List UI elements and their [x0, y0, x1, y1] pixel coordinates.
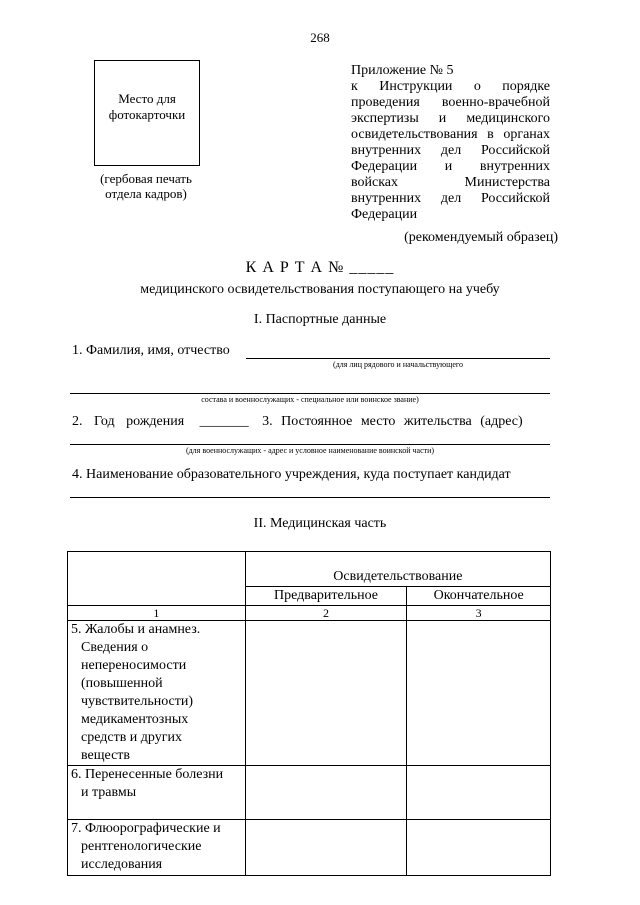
field-birth-row — [72, 414, 550, 430]
table-row-diseases-final — [407, 766, 551, 820]
row-label-line: (повышенной — [81, 676, 163, 691]
row-label-line: медикаментозных — [81, 712, 189, 727]
row-label-line: чувствительности) — [81, 694, 194, 709]
field-address-label: 3. Постоянное место жительства (адрес) — [262, 414, 523, 429]
row-label-line: непереносимости — [81, 658, 187, 673]
appendix-line: к Инструкции о порядке — [351, 79, 550, 94]
card-title: К А Р Т А № _____ — [245, 259, 395, 276]
appendix-line: войсках Министерства — [351, 175, 550, 190]
medical-table — [67, 551, 551, 876]
photo-placeholder — [94, 60, 200, 166]
photo-label-line1: Место для — [118, 91, 176, 106]
stamp-line1: (гербовая печать — [100, 171, 192, 186]
row-label-line: исследования — [81, 857, 163, 872]
field-fullname-note1: (для лиц рядового и начальствующего — [333, 360, 463, 369]
field-birth-blank: _______ — [199, 414, 249, 429]
table-group-header: Освидетельствование — [245, 552, 550, 587]
table-row-complaints-prelim — [245, 621, 407, 766]
sample-note: (рекомендуемый образец) — [404, 230, 558, 245]
table-row-diseases-prelim — [245, 766, 407, 820]
table-row-complaints-final — [407, 621, 551, 766]
section2-heading: II. Медицинская часть — [253, 516, 387, 531]
page-number: 268 — [310, 30, 330, 45]
appendix-line: внутренних дел Российской — [351, 191, 550, 206]
table-colnum-2: 2 — [245, 606, 407, 621]
field-fullname-note2: состава и военнослужащих - специальное или воинское звание) — [201, 395, 419, 404]
row-label-line: Сведения о — [81, 640, 149, 655]
stamp-note — [88, 171, 204, 201]
table-colnum-3: 3 — [407, 606, 551, 621]
row-label-line: 7. Флюорографические и — [71, 821, 221, 836]
table-row-xray-label — [68, 820, 246, 876]
appendix-block — [351, 63, 550, 223]
table-row-xray-prelim — [245, 820, 407, 876]
row-label-line: 5. Жалобы и анамнез. — [71, 622, 201, 637]
field-birth-label: 2. Год рождения — [72, 414, 185, 429]
field-address-note: (для военнослужащих - адрес и условное наименование воинской части) — [185, 446, 435, 455]
row-label-line: веществ — [81, 748, 131, 763]
field-fullname-label: 1. Фамилия, имя, отчество — [72, 343, 230, 358]
table-row-xray-final — [407, 820, 551, 876]
field-institution-line — [70, 497, 550, 498]
appendix-line: проведения военно-врачебной — [351, 95, 550, 110]
row-label-line: и травмы — [81, 785, 137, 800]
appendix-text — [351, 79, 550, 223]
photo-label-line2: фотокарточки — [108, 107, 186, 122]
appendix-line: Федерации — [351, 207, 418, 222]
field-institution-label: 4. Наименование образовательного учреждения, куда поступает кандидат — [72, 467, 511, 482]
row-label-line: средств и других — [81, 730, 182, 745]
row-label-line: 6. Перенесенные болезни — [71, 767, 224, 782]
appendix-title: Приложение № 5 — [351, 63, 454, 78]
table-col-final: Окончательное — [407, 587, 551, 606]
appendix-line: экспертизы и медицинского — [351, 111, 550, 126]
table-empty-header — [68, 552, 246, 606]
field-fullname-line — [246, 358, 550, 359]
table-colnum-1: 1 — [68, 606, 246, 621]
table-row-diseases-label — [68, 766, 246, 820]
appendix-line: Федерации и внутренних — [351, 159, 550, 174]
section1-heading: I. Паспортные данные — [253, 312, 387, 327]
appendix-line: освидетельствования в органах — [351, 127, 550, 142]
row-label-line: рентгенологические — [81, 839, 202, 854]
field-fullname-line2 — [70, 393, 550, 394]
card-subtitle: медицинского освидетельствования поступающего на учебу — [140, 282, 500, 297]
stamp-line2: отдела кадров) — [105, 186, 187, 201]
field-address-line — [70, 444, 550, 445]
table-row-complaints-label — [68, 621, 246, 766]
appendix-line: внутренних дел Российской — [351, 143, 550, 158]
table-col-prelim: Предварительное — [245, 587, 407, 606]
